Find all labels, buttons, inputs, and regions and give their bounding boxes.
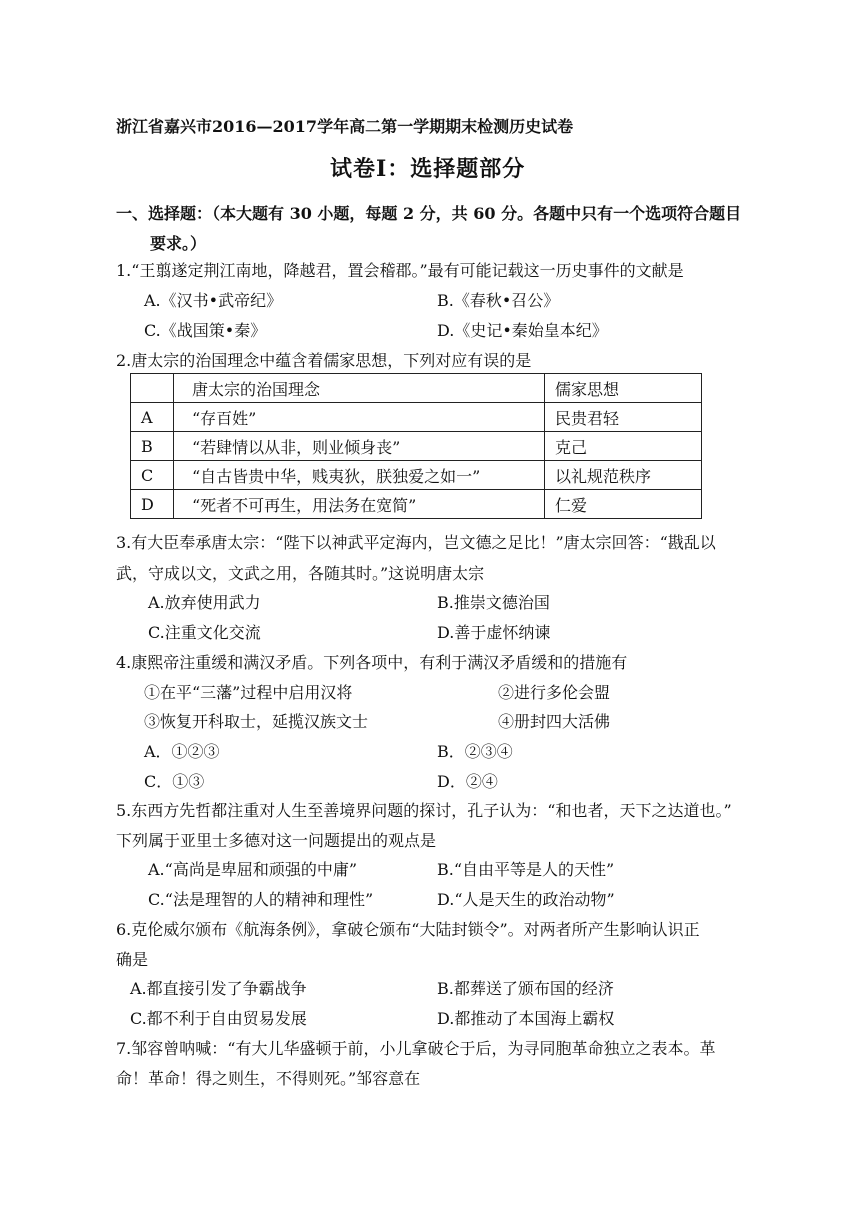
table-row <box>131 432 702 461</box>
question-4-stem: 4.康熙帝注重缓和满汉矛盾。下列各项中，有利于满汉矛盾缓和的措施有 <box>116 653 628 672</box>
question-6-option-d: D.都推动了本国海上霸权 <box>437 1009 615 1028</box>
question-3-option-d: D.善于虚怀纳谏 <box>437 623 551 642</box>
section-instructions-line2: 要求。） <box>150 234 207 253</box>
section-instructions-line1: 一、选择题：（本大题有 30 小题，每题 2 分，共 60 分。各题中只有一个选项符合题目 <box>116 204 742 223</box>
question-3-option-c: C.注重文化交流 <box>148 623 261 642</box>
question-4-option-d: D．②④ <box>437 772 498 791</box>
table-header-row <box>131 374 702 403</box>
question-5-option-d: D.“人是天生的政治动物” <box>437 890 615 909</box>
question-3-stem-line2: 武，守成以文，文武之用，各随其时。”这说明唐太宗 <box>116 564 485 583</box>
question-4-item-2: ②进行多伦会盟 <box>498 683 611 702</box>
question-6-option-a: A.都直接引发了争霸战争 <box>130 979 307 998</box>
question-4-item-4: ④册封四大活佛 <box>498 712 611 731</box>
table-cell: 以礼规范秩序 <box>545 461 702 490</box>
question-1-option-b: B.《春秋•召公》 <box>437 291 560 310</box>
question-4-option-b: B．②③④ <box>437 742 513 761</box>
question-3-stem-line1: 3.有大臣奉承唐太宗：“陛下以神武平定海内，岂文德之足比！”唐太宗回答：“戡乱以 <box>116 533 716 552</box>
table-cell: 仁爱 <box>545 490 702 519</box>
table-row <box>131 403 702 432</box>
table-cell: C <box>131 461 174 490</box>
table-cell: 克己 <box>545 432 702 461</box>
question-7-stem-line1: 7.邹容曾呐喊：“有大儿华盛顿于前，小儿拿破仑于后，为寻同胞革命独立之表本。革 <box>116 1039 716 1058</box>
question-1-option-d: D.《史记•秦始皇本纪》 <box>437 321 608 340</box>
table-cell: D <box>131 490 174 519</box>
question-3-option-b: B.推崇文德治国 <box>437 593 550 612</box>
question-1-stem: 1.“王翦遂定荆江南地，降越君，置会稽郡。”最有可能记载这一历史事件的文献是 <box>116 261 684 280</box>
question-2-stem: 2.唐太宗的治国理念中蕴含着儒家思想，下列对应有误的是 <box>116 351 532 370</box>
question-6-option-c: C.都不利于自由贸易发展 <box>130 1009 307 1028</box>
table-cell: “死者不可再生，用法务在宽简” <box>174 490 545 519</box>
question-7-stem-line2: 命！革命！得之则生，不得则死。”邹容意在 <box>116 1069 421 1088</box>
question-6-stem-line2: 确是 <box>116 950 149 969</box>
table-header-cell <box>131 374 174 403</box>
question-5-stem-line2: 下列属于亚里士多德对这一问题提出的观点是 <box>116 831 437 850</box>
document-header: 浙江省嘉兴市2016—2017学年高二第一学期期末检测历史试卷 <box>116 117 574 136</box>
question-1-option-a: A.《汉书•武帝纪》 <box>144 291 283 310</box>
question-4-item-1: ①在平“三藩”过程中启用汉将 <box>144 683 353 702</box>
question-1-option-c: C.《战国策•秦》 <box>144 321 267 340</box>
question-4-option-a: A．①②③ <box>144 742 220 761</box>
question-3-option-a: A.放弃使用武力 <box>148 593 261 612</box>
table-cell: A <box>131 403 174 432</box>
question-2-table <box>130 373 702 519</box>
table-cell: “存百姓” <box>174 403 545 432</box>
table-header-cell: 儒家思想 <box>545 374 702 403</box>
question-5-option-a: A.“高尚是卑屈和顽强的中庸” <box>148 860 358 879</box>
question-6-option-b: B.都葬送了颁布国的经济 <box>437 979 614 998</box>
question-6-stem-line1: 6.克伦威尔颁布《航海条例》，拿破仑颁布“大陆封锁令”。对两者所产生影响认识正 <box>116 920 700 939</box>
table-row <box>131 490 702 519</box>
table-cell: 民贵君轻 <box>545 403 702 432</box>
question-4-item-3: ③恢复开科取士，延揽汉族文士 <box>144 712 369 731</box>
table-header-cell: 唐太宗的治国理念 <box>174 374 545 403</box>
question-5-stem-line1: 5.东西方先哲都注重对人生至善境界问题的探讨，孔子认为：“和也者，天下之达道也。” <box>116 801 732 820</box>
table-cell: “若肆情以从非，则业倾身丧” <box>174 432 545 461</box>
question-5-option-b: B.“自由平等是人的天性” <box>437 860 615 879</box>
question-4-option-c: C．①③ <box>144 772 205 791</box>
table-cell: “自古皆贵中华，贱夷狄，朕独爱之如一” <box>174 461 545 490</box>
table-cell: B <box>131 432 174 461</box>
table-row <box>131 461 702 490</box>
question-5-option-c: C.“法是理智的人的精神和理性” <box>148 890 374 909</box>
part-title: 试卷Ⅰ：选择题部分 <box>330 156 526 182</box>
